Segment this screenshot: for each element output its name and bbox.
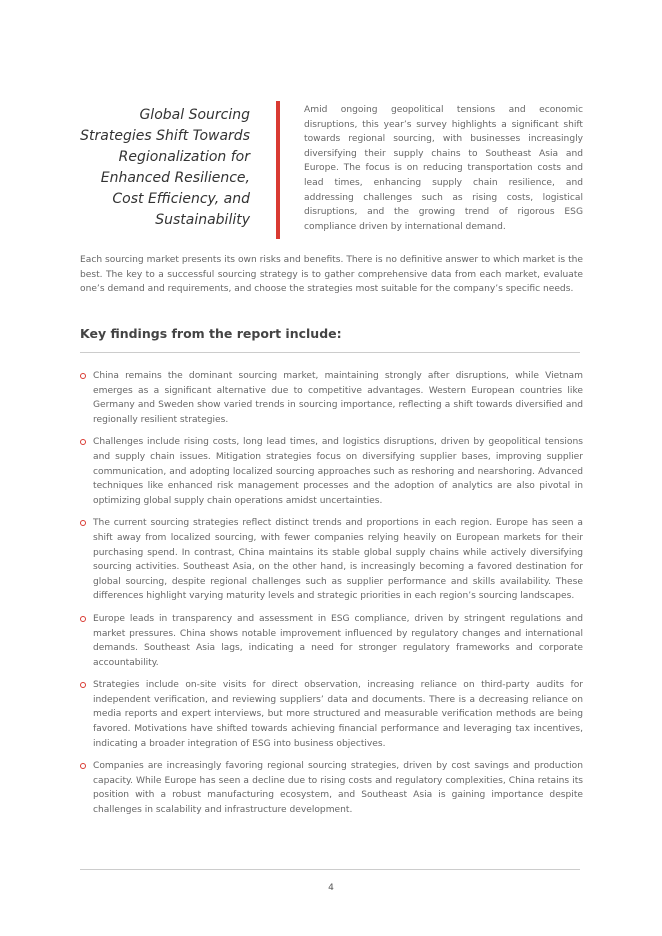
- bullet-icon: [80, 373, 86, 379]
- accent-bar: [276, 101, 280, 239]
- finding-text: Challenges include rising costs, long lead times, and logistics disruptions, driven by geopolitical tensions and supply chain issues. Mitigation strategies focus on diversifying supplier bases, improving supplier communication, and adopting localized sourcing approaches such as reshoring and nearshoring. Advanced techniques like enhanced risk management processes and the adoption of analytics are also pivotal in optimizing global supply chain operations amidst uncertainties.: [93, 437, 583, 506]
- list-item: [80, 759, 583, 817]
- page-number: 4: [328, 883, 334, 893]
- finding-text: Europe leads in transparency and assessment in ESG compliance, driven by stringent regulations and market pressures. China shows notable improvement influenced by regulatory changes and international demands. Southeast Asia lags, indicating a need for stronger regulatory frameworks and corporate accountability.: [93, 613, 583, 668]
- bullet-icon: [80, 682, 86, 688]
- finding-text: The current sourcing strategies reflect distinct trends and proportions in each region. Europe has seen a shift away from localized sourcing, with fewer companies relying heavily on European markets for their purchasing spend. In contrast, China maintains its stable global supply chains while actively diversifying sourcing activities. Southeast Asia, on the other hand, is increasingly becoming a favored destination for global sourcing, despite regional challenges such as supplier performance and skills availability. These differences highlight varying maturity levels and strategic priorities in each region’s sourcing landscapes.: [93, 518, 583, 602]
- list-item: [80, 369, 583, 427]
- list-item: [80, 678, 583, 751]
- pull-quote-title: Global Sourcing Strategies Shift Towards Regionalization for Enhanced Resilience, Cost Efficiency, and Sustainability: [80, 107, 250, 228]
- bullet-icon: [80, 439, 86, 445]
- bullet-icon: [80, 616, 86, 622]
- bullet-icon: [80, 520, 86, 526]
- list-item: [80, 516, 583, 604]
- bullet-icon: [80, 763, 86, 769]
- body-paragraph: Each sourcing market presents its own risks and benefits. There is no definitive answer to which market is the best. The key to a successful sourcing strategy is to gather comprehensive data from each market, evaluate one’s demand and requirements, and choose the strategies most suitable for the company’s specific needs.: [80, 255, 583, 295]
- finding-text: China remains the dominant sourcing market, maintaining strongly after disruptions, while Vietnam emerges as a significant alternative due to competitive advantages. Western European countries like Germany and Sweden show varied trends in sourcing importance, reflecting a shift towards diversified and regionally resilient strategies.: [93, 371, 583, 425]
- footer-divider: [80, 869, 580, 870]
- findings-list: [80, 369, 583, 826]
- finding-text: Companies are increasingly favoring regional sourcing strategies, driven by cost savings and production capacity. While Europe has seen a decline due to rising costs and regulatory complexities, China retains its position with a robust manufacturing ecosystem, and Southeast Asia is gaining importance despite challenges in scalability and infrastructure development.: [93, 761, 583, 816]
- intro-paragraph: Amid ongoing geopolitical tensions and economic disruptions, this year’s survey highlights a significant shift towards regional sourcing, with businesses increasingly diversifying their supply chains to Southeast Asia and Europe. The focus is on reducing transportation costs and lead times, enhancing supply chain resilience, and addressing challenges such as rising costs, logistical disruptions, and the growing trend of rigorous ESG compliance driven by international demand.: [304, 105, 583, 232]
- list-item: [80, 435, 583, 508]
- finding-text: Strategies include on-site visits for direct observation, increasing reliance on third-party audits for independent verification, and reviewing suppliers’ data and documents. There is a decreasing reliance on media reports and expert interviews, but more structured and measurable verification methods are being favored. Motivations have shifted towards achieving financial performance and leveraging tax incentives, indicating a broader integration of ESG into business objectives.: [93, 680, 583, 749]
- divider: [80, 352, 580, 353]
- section-heading: Key findings from the report include:: [80, 326, 342, 341]
- list-item: [80, 612, 583, 670]
